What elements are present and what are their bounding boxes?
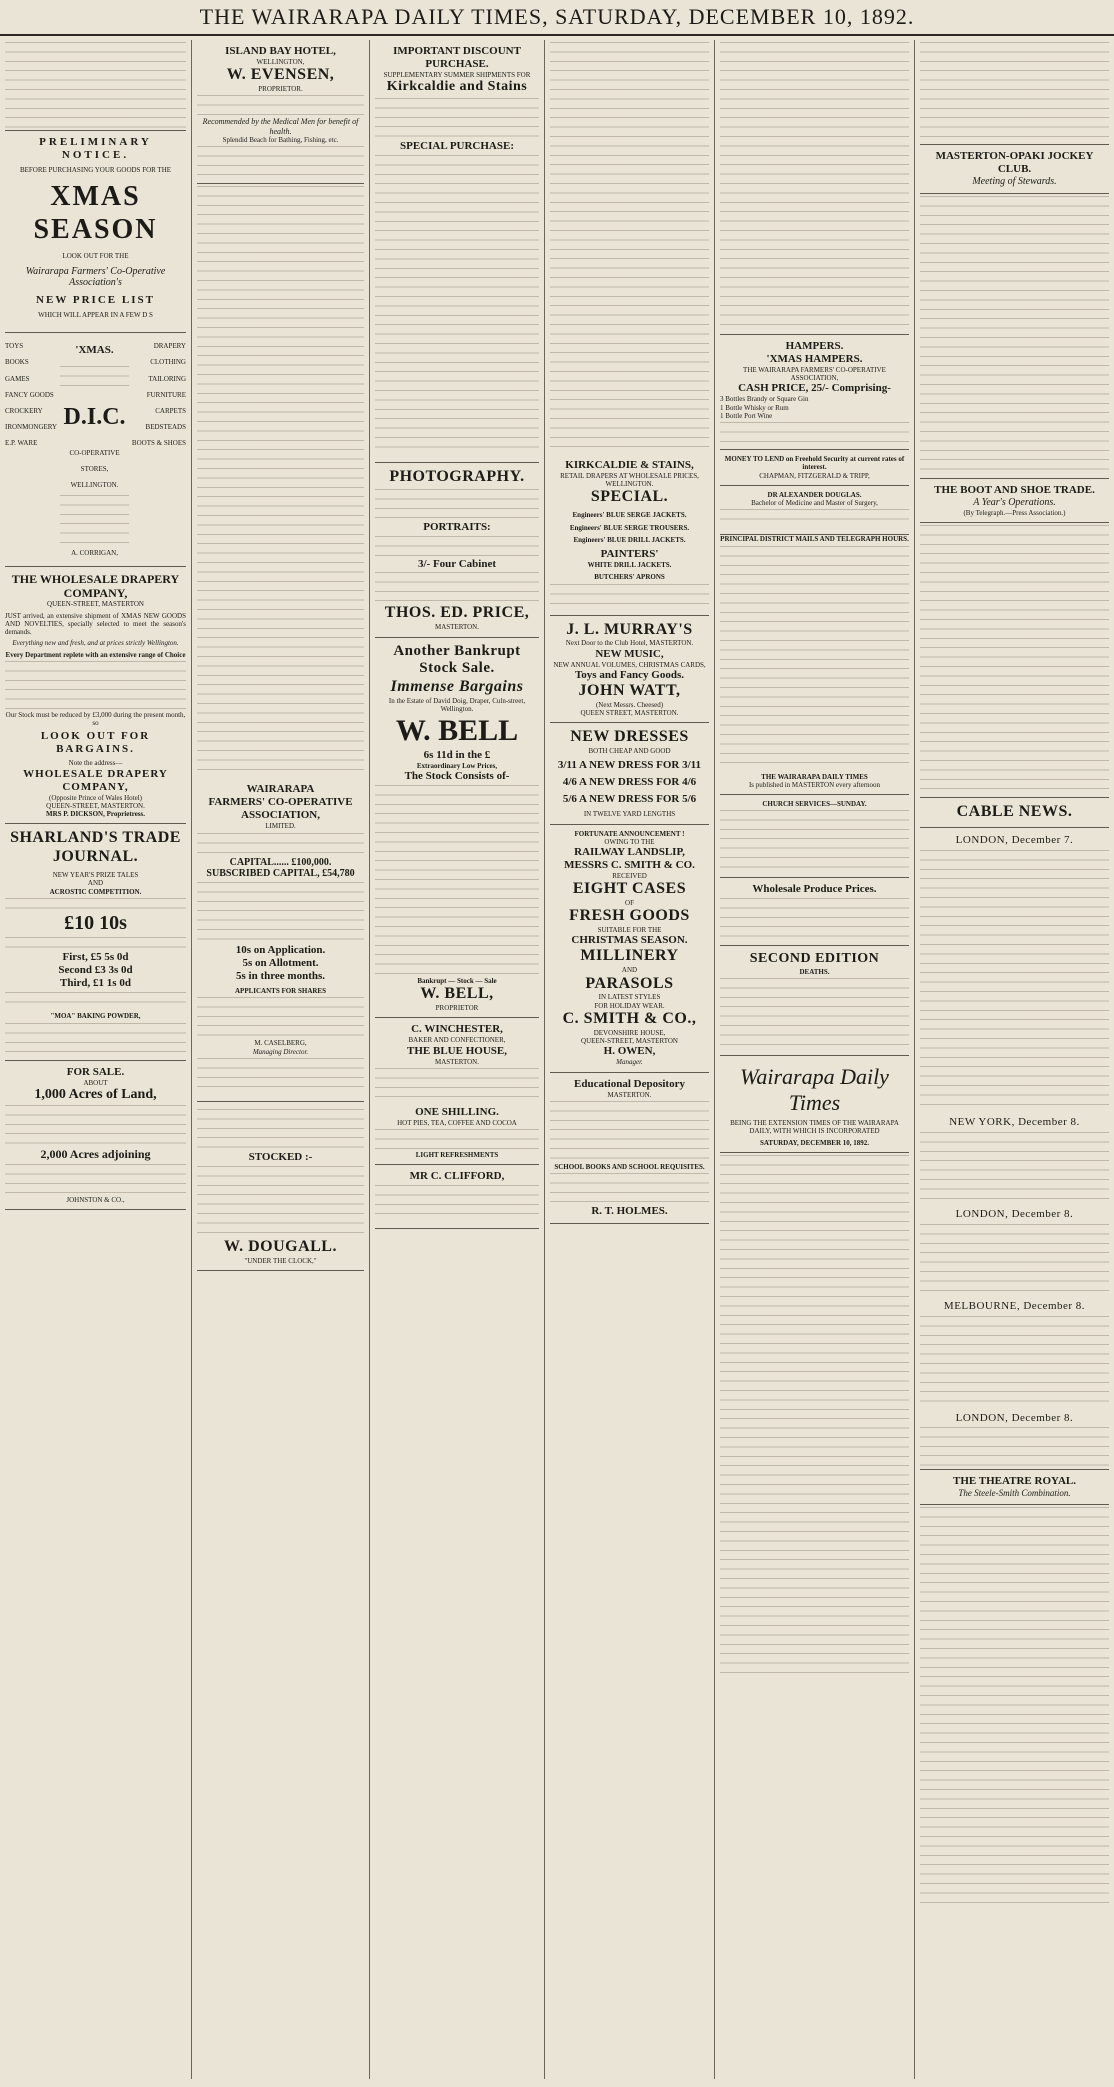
xmas-small: 'XMAS. xyxy=(75,344,114,357)
stocked: STOCKED :- xyxy=(248,1150,313,1163)
text-block xyxy=(720,422,909,442)
label-games: GAMES xyxy=(5,374,30,383)
text-block xyxy=(197,833,364,855)
meeting-stewards: Meeting of Stewards. xyxy=(972,175,1057,187)
first-prize: First, £5 5s 0d xyxy=(62,951,129,964)
christmas-season: CHRISTMAS SEASON. xyxy=(571,934,688,947)
text-block xyxy=(920,1132,1109,1202)
text-block xyxy=(720,978,909,1048)
bottle-2: 1 Bottle Whisky or Rum xyxy=(720,403,789,412)
estate: In the Estate of David Doig, Draper, Culn-street, Wellington. xyxy=(388,696,526,714)
opaki-title: MASTERTON-OPAKI JOCKEY xyxy=(935,150,1094,162)
text-block xyxy=(920,1427,1109,1467)
theatre-royal: THE THEATRE ROYAL. xyxy=(953,1475,1076,1488)
moa-powder: "MOA" BAKING POWDER, xyxy=(50,1012,141,1021)
times-pub: Is published in MASTERTON every afternoon xyxy=(748,780,881,789)
combination: The Steele-Smith Combination. xyxy=(958,1488,1071,1499)
hampers-ad xyxy=(720,334,909,450)
hot-pies: HOT PIES, TEA, COFFEE AND COCOA xyxy=(397,1118,517,1127)
wdc-italic: Everything new and fresh, and at prices strictly Wellington. xyxy=(12,639,179,648)
sharland-title: SHARLAND'S TRADE xyxy=(10,829,181,847)
new-annual: NEW ANNUAL VOLUMES, CHRISTMAS CARDS, xyxy=(553,660,706,669)
dic-sign: A. CORRIGAN, xyxy=(71,549,118,558)
mails: PRINCIPAL DISTRICT MAILS AND TELEGRAPH HOURS. xyxy=(720,535,909,544)
watt-next: (Next Messrs. Cheesed) xyxy=(595,700,664,709)
text-block xyxy=(5,1164,186,1194)
retail: RETAIL DRAPERS AT WHOLESALE PRICES, WELLINGTON. xyxy=(560,471,699,489)
smith-co: MESSRS C. SMITH & CO. xyxy=(564,859,695,871)
wholesale-drapery-ad xyxy=(5,567,186,824)
near-club: Next Door to the Club Hotel, MASTERTON. xyxy=(565,639,694,648)
wfca-name: Wairarapa Farmers' Co-Operative Association's xyxy=(25,265,166,289)
text-block xyxy=(375,1068,539,1104)
new-price-list: NEW PRICE LIST xyxy=(36,294,155,307)
paper-title: Wairarapa Daily Times xyxy=(740,1064,889,1116)
deaths: DEATHS. xyxy=(799,967,830,976)
hotel-title: ISLAND BAY HOTEL, xyxy=(225,45,336,57)
label-drapery: DRAPERY xyxy=(153,342,186,351)
cable-news: CABLE NEWS. xyxy=(956,802,1073,820)
capital: CAPITAL...... £100,000. xyxy=(229,856,332,868)
column-5 xyxy=(715,40,915,2079)
wdc-intro: JUST arrived, an extensive shipment of XMAS NEW GOODS AND NOVELTIES, specially selected to meet the season's demands. xyxy=(5,611,186,637)
fortunate: FORTUNATE ANNOUNCEMENT ! xyxy=(574,829,685,838)
text-block xyxy=(197,1166,364,1236)
owing: OWING TO THE xyxy=(604,837,655,846)
recommended: Recommended by the Medical Men for benefit of health. xyxy=(202,117,359,136)
dress-3: 5/6 A NEW DRESS FOR 5/6 xyxy=(562,793,697,806)
theatre-section xyxy=(920,1469,1109,1505)
text-block xyxy=(5,1105,186,1145)
text-block xyxy=(375,572,539,602)
melbourne-dec8: MELBOURNE, December 8. xyxy=(943,1299,1086,1312)
dress-2: 4/6 A NEW DRESS FOR 4/6 xyxy=(562,776,697,789)
text-block xyxy=(375,785,539,975)
wfca-t2: FARMERS' CO-OPERATIVE xyxy=(208,796,353,809)
preliminary-heading: PRELIMINARY NOTICE. xyxy=(39,136,152,161)
hotel-wellington: WELLINGTON, xyxy=(256,57,305,66)
wdc2: WHOLESALE DRAPERY COMPANY, xyxy=(23,767,168,793)
dougall-ad xyxy=(197,1102,364,1271)
one-shilling: ONE SHILLING. xyxy=(415,1105,499,1118)
kirkcaldie: Kirkcaldie and Stains xyxy=(386,79,528,95)
railway: RAILWAY LANDSLIP, xyxy=(574,846,685,859)
london-dec7: LONDON, December 7. xyxy=(955,833,1074,846)
toys-fancy: Toys and Fancy Goods. xyxy=(574,668,685,681)
label-crockery: CROCKERY xyxy=(5,406,43,415)
under-clock: "UNDER THE CLOCK," xyxy=(244,1256,317,1265)
church: CHURCH SERVICES—SUNDAY. xyxy=(762,800,867,809)
educational-ad xyxy=(550,1073,709,1224)
hampers: HAMPERS. xyxy=(785,340,844,352)
dress-1: 3/11 A NEW DRESS FOR 3/11 xyxy=(557,759,702,772)
label-toys: TOYS xyxy=(5,342,24,351)
clifford: MR C. CLIFFORD, xyxy=(409,1170,505,1183)
chapman: CHAPMAN, FITZGERALD & TRIPP, xyxy=(759,471,870,480)
text-block xyxy=(5,937,186,949)
stock-sale: Stock Sale. xyxy=(419,660,495,677)
column-6 xyxy=(915,40,1114,2079)
murray: J. L. MURRAY'S xyxy=(566,620,693,638)
watt-queen: QUEEN STREET, MASTERTON. xyxy=(580,709,679,717)
new-music: NEW MUSIC, xyxy=(595,647,664,660)
text-block xyxy=(5,898,186,910)
column-2 xyxy=(192,40,370,2079)
text-block xyxy=(920,525,1109,795)
text-block xyxy=(5,42,186,128)
text-block xyxy=(375,98,539,138)
subscribed: SUBSCRIBED CAPITAL, £54,780 xyxy=(206,868,355,880)
text-block xyxy=(920,42,1109,142)
wdc-sub: QUEEN-STREET, MASTERTON xyxy=(47,600,144,609)
second-prize: Second £3 3s 0d xyxy=(58,964,133,977)
island-bay-ad xyxy=(197,40,364,184)
text-block xyxy=(920,196,1109,476)
manager: Manager. xyxy=(616,1058,643,1067)
editorial-head xyxy=(720,1056,909,1153)
john-watt: JOHN WATT, xyxy=(578,681,681,699)
edu-depository: Educational Depository xyxy=(574,1077,685,1090)
column-3 xyxy=(370,40,545,2079)
for-sale: FOR SALE. xyxy=(66,1065,125,1078)
cable-news-section xyxy=(920,797,1109,828)
smith-co-2: C. SMITH & CO., xyxy=(562,1009,697,1027)
preliminary-notice-ad xyxy=(5,130,186,333)
dresses-ad xyxy=(550,723,709,824)
bottle-3: 1 Bottle Port Wine xyxy=(720,411,773,420)
cabinet: 3/- Four Cabinet xyxy=(417,557,497,570)
text-block xyxy=(550,584,709,608)
white-drill: WHITE DRILL JACKETS. xyxy=(587,561,672,570)
thos-price: THOS. ED. PRICE, xyxy=(384,604,530,622)
masterton: MASTERTON. xyxy=(435,623,479,632)
times-notice xyxy=(720,768,909,796)
price-d: 6s 11d in the £ xyxy=(423,748,491,761)
wfca-t4: LIMITED. xyxy=(265,822,296,831)
text-block xyxy=(197,1058,364,1094)
photography-ad xyxy=(375,463,539,638)
allotment: 5s on Allotment. xyxy=(242,957,319,970)
winchester: C. WINCHESTER, xyxy=(411,1023,503,1036)
text-block xyxy=(920,1224,1109,1294)
label-books: BOOKS xyxy=(5,358,29,367)
suitable: SUITABLE FOR THE xyxy=(597,926,662,935)
will-appear: WHICH WILL APPEAR IN A FEW D S xyxy=(38,311,153,320)
text-block xyxy=(375,1129,539,1149)
managing-director: Managing Director. xyxy=(252,1047,309,1056)
holiday-wear: FOR HOLIDAY WEAR. xyxy=(594,1001,665,1010)
bottle-1: 3 Bottles Brandy or Square Gin xyxy=(720,395,809,404)
fresh-goods: FRESH GOODS xyxy=(569,907,690,925)
text-block xyxy=(197,882,364,942)
butchers: BUTCHERS' APRONS xyxy=(594,573,665,582)
wdc-every: Every Department replete with an extensive range of Choice xyxy=(5,650,186,659)
e3: Engineers' BLUE DRILL JACKETS. xyxy=(573,535,686,544)
label-tailoring: TAILORING xyxy=(148,374,186,383)
proprietress: MRS P. DICKSON, Proprietress. xyxy=(45,810,146,819)
for-sale-ad xyxy=(5,1061,186,1210)
xmas-season-heading: XMAS SEASON xyxy=(33,181,158,246)
newyork-dec8: NEW YORK, December 8. xyxy=(949,1115,1080,1128)
text-block xyxy=(197,146,364,176)
hampers-wfca: THE WAIRARAPA FARMERS' CO-OPERATIVE ASSOCIATION, xyxy=(743,365,886,383)
money-lend: MONEY TO LEND on Freehold Security at current rates of interest. xyxy=(724,455,905,472)
text-block xyxy=(375,1185,539,1221)
caselberg: M. CASELBERG, xyxy=(254,1039,307,1048)
text-block xyxy=(720,898,909,938)
another-bankrupt: Another Bankrupt xyxy=(393,642,521,659)
baker: BAKER AND CONFECTIONER, xyxy=(408,1036,506,1045)
text-block xyxy=(197,997,364,1037)
text-block xyxy=(920,1507,1109,1907)
supp: SUPPLEMENTARY SUMMER SHIPMENTS FOR xyxy=(383,70,531,79)
murray-ad xyxy=(550,616,709,724)
dic-ad xyxy=(5,333,186,567)
portraits: PORTRAITS: xyxy=(423,520,491,533)
johnston: JOHNSTON & CO., xyxy=(66,1195,125,1204)
text-block xyxy=(60,495,129,543)
masthead: THE WAIRARAPA DAILY TIMES, SATURDAY, DECEMBER 10, 1892. xyxy=(0,0,1114,36)
edu-masterton: MASTERTON. xyxy=(607,1090,652,1099)
douglas: DR ALEXANDER DOUGLAS. xyxy=(767,490,862,499)
w-bell: W. BELL xyxy=(395,714,519,748)
text-block xyxy=(375,489,539,519)
fishing: Splendid Beach for Bathing, Fishing, etc. xyxy=(222,136,339,145)
before-purchasing: BEFORE PURCHASING YOUR GOODS FOR THE xyxy=(19,165,172,174)
sharlands-ad xyxy=(5,824,186,1060)
of-word: OF xyxy=(625,899,634,908)
text-block xyxy=(720,509,909,527)
text-block xyxy=(720,546,909,766)
about: ABOUT xyxy=(83,1078,108,1087)
label-ep-ware: E.P. WARE xyxy=(5,438,38,447)
latest-styles: IN LATEST STYLES xyxy=(598,993,661,1002)
hotel-proprietor: PROPRIETOR. xyxy=(258,85,303,94)
bank-sale: Bankrupt — Stock — Sale xyxy=(417,976,497,985)
new-dresses: NEW DRESSES xyxy=(570,728,689,746)
london-dec8-b: LONDON, December 8. xyxy=(955,1411,1074,1424)
look-out: LOOK OUT FOR THE xyxy=(62,252,129,261)
text-block xyxy=(197,95,364,115)
produce-notice xyxy=(720,878,909,946)
school-books: SCHOOL BOOKS AND SCHOOL REQUISITES. xyxy=(554,1162,705,1171)
received: RECEIVED xyxy=(612,871,647,880)
parasols: PARASOLS xyxy=(585,974,674,992)
text-block xyxy=(5,992,186,1010)
immense: Immense Bargains xyxy=(390,677,524,695)
text-block xyxy=(550,1101,709,1161)
label-clothing: CLOTHING xyxy=(150,358,186,367)
label-bedsteads: BEDSTEADS xyxy=(145,422,186,431)
kirk-stains: KIRKCALDIE & STAINS, xyxy=(565,459,694,471)
second-edition-title: SECOND EDITION xyxy=(749,951,880,967)
stock-consists: The Stock Consists of- xyxy=(404,769,510,782)
opposite: (Opposite Prince of Wales Hotel) xyxy=(48,793,142,802)
e2: Engineers' BLUE SERGE TROUSERS. xyxy=(569,523,690,532)
label-furniture: FURNITURE xyxy=(146,390,186,399)
prize-and: AND xyxy=(87,879,104,888)
text-block xyxy=(720,1155,909,1675)
opaki-club: CLUB. xyxy=(997,162,1032,175)
paper-date: SATURDAY, DECEMBER 10, 1892. xyxy=(759,1138,870,1147)
smith-ad xyxy=(550,825,709,1073)
label-fancy-goods: FANCY GOODS xyxy=(5,390,54,399)
wfca-t1: WAIRARAPA xyxy=(246,783,315,796)
adjoining: 2,000 Acres adjoining xyxy=(40,1147,151,1162)
church-notice xyxy=(720,795,909,878)
lookout-bargains: LOOK OUT FOR BARGAINS. xyxy=(40,730,151,756)
evensen: W. EVENSEN, xyxy=(226,66,335,84)
queen-street-2: QUEEN-STREET, MASTERTON xyxy=(581,1037,678,1046)
devonshire: DEVONSHIRE HOUSE, xyxy=(593,1028,666,1037)
holmes: R. T. HOLMES. xyxy=(591,1205,668,1217)
dougall: W. DOUGALL. xyxy=(224,1237,337,1255)
paper-sub: BEING THE EXTENSION TIMES OF THE WAIRARAPA DAILY, WITH WHICH IS INCORPORATED xyxy=(730,1119,899,1136)
times-title: THE WAIRARAPA DAILY TIMES xyxy=(761,772,868,781)
year-ops: A Year's Operations. xyxy=(973,496,1056,508)
label-carpets: CARPETS xyxy=(155,406,186,415)
third-prize: Third, £1 1s 0d xyxy=(60,977,131,990)
w-bell2: W. BELL, xyxy=(420,985,494,1003)
kirkcaldie-special-ad xyxy=(550,454,709,616)
dic-heading: D.I.C. xyxy=(63,403,126,430)
land-acres: 1,000 Acres of Land, xyxy=(34,1086,157,1102)
second-edition xyxy=(720,946,909,1056)
text-block xyxy=(60,366,129,388)
imp1: IMPORTANT DISCOUNT xyxy=(393,45,521,57)
text-block xyxy=(720,810,909,870)
important-discount-ad xyxy=(375,40,539,463)
three-months: 5s in three months. xyxy=(235,970,326,983)
text-block xyxy=(375,536,539,556)
special: SPECIAL. xyxy=(590,488,669,506)
wfca-shares-ad xyxy=(197,778,364,1101)
kirk-text xyxy=(550,42,709,452)
label-boots-shoes: BOOTS & SHOES xyxy=(131,438,186,447)
cash-price: CASH PRICE, 25/- Comprising- xyxy=(738,382,891,395)
text-block xyxy=(550,1173,709,1203)
text-block xyxy=(5,1023,186,1053)
label-ironmongery: IRONMONGERY xyxy=(5,422,58,431)
telegraph: (By Telegraph.—Press Association.) xyxy=(963,508,1066,517)
opaki-section xyxy=(920,144,1109,194)
column-1 xyxy=(0,40,192,2079)
clifford-ad xyxy=(375,1165,539,1229)
text-block xyxy=(720,42,909,332)
text-block xyxy=(550,42,709,452)
journal-title: JOURNAL. xyxy=(52,848,139,866)
stock-note: Our Stock must be reduced by £3,000 during the present month, so xyxy=(5,710,186,728)
extra-low: Extraordinary Low Prices, xyxy=(416,761,498,770)
special-purchase: SPECIAL PURCHASE: xyxy=(400,139,514,152)
bell-prop: PROPRIETOR xyxy=(435,1004,479,1013)
imp2: PURCHASE. xyxy=(425,57,489,70)
application: 10s on Application. xyxy=(235,944,326,957)
dic-sub: CO-OPERATIVE STORES, WELLINGTON. xyxy=(69,448,120,489)
bankrupt-ad xyxy=(375,638,539,1019)
light-refresh: LIGHT REFRESHMENTS xyxy=(415,1150,499,1159)
photography: PHOTOGRAPHY. xyxy=(389,467,525,485)
text-block xyxy=(197,1109,364,1149)
column-4 xyxy=(545,40,715,2079)
douglas-deg: Bachelor of Medicine and Master of Surgery, xyxy=(751,499,878,508)
boot-shoe: THE BOOT AND SHOE TRADE. xyxy=(934,483,1095,496)
eight-cases: EIGHT CASES xyxy=(572,880,687,898)
wdc-title: THE WHOLESALE DRAPERY COMPANY, xyxy=(11,572,180,601)
millinery: MILLINERY xyxy=(580,947,679,965)
story-text xyxy=(197,186,364,776)
and-word: AND xyxy=(621,966,638,975)
text-block xyxy=(920,850,1109,1110)
note-address: Note the address— xyxy=(68,759,123,768)
twelve-yard: IN TWELVE YARD LENGTHS xyxy=(583,810,676,819)
queen-street: QUEEN-STREET, MASTERTON. xyxy=(46,801,145,810)
london-dec8: LONDON, December 8. xyxy=(955,1207,1074,1220)
prize-amount: £10 10s xyxy=(64,911,127,934)
produce: Wholesale Produce Prices. xyxy=(752,883,877,896)
douglas-ad xyxy=(720,486,909,536)
cheap-good: BOTH CHEAP AND GOOD xyxy=(588,747,671,756)
blue-house: THE BLUE HOUSE, xyxy=(407,1044,507,1057)
acrostic: ACROSTIC COMPETITION. xyxy=(49,887,142,896)
e1: Engineers' BLUE SERGE JACKETS. xyxy=(572,511,687,520)
applicants: APPLICANTS FOR SHARES xyxy=(234,987,326,996)
h-owen: H. OWEN, xyxy=(603,1045,656,1058)
boot-shoe-section xyxy=(920,478,1109,523)
text-block xyxy=(5,661,186,709)
painters: PAINTERS' xyxy=(600,548,659,561)
blue-masterton: MASTERTON. xyxy=(435,1057,479,1066)
xmas-hampers: 'XMAS HAMPERS. xyxy=(766,352,863,365)
mails-section xyxy=(720,535,909,765)
text-block xyxy=(197,186,364,776)
prize-tales: NEW YEAR'S PRIZE TALES xyxy=(52,871,139,880)
winchester-ad xyxy=(375,1018,539,1165)
text-block xyxy=(920,1316,1109,1406)
money-ad xyxy=(720,450,909,486)
text-block xyxy=(375,155,539,455)
wfca-t3: ASSOCIATION, xyxy=(241,809,320,822)
